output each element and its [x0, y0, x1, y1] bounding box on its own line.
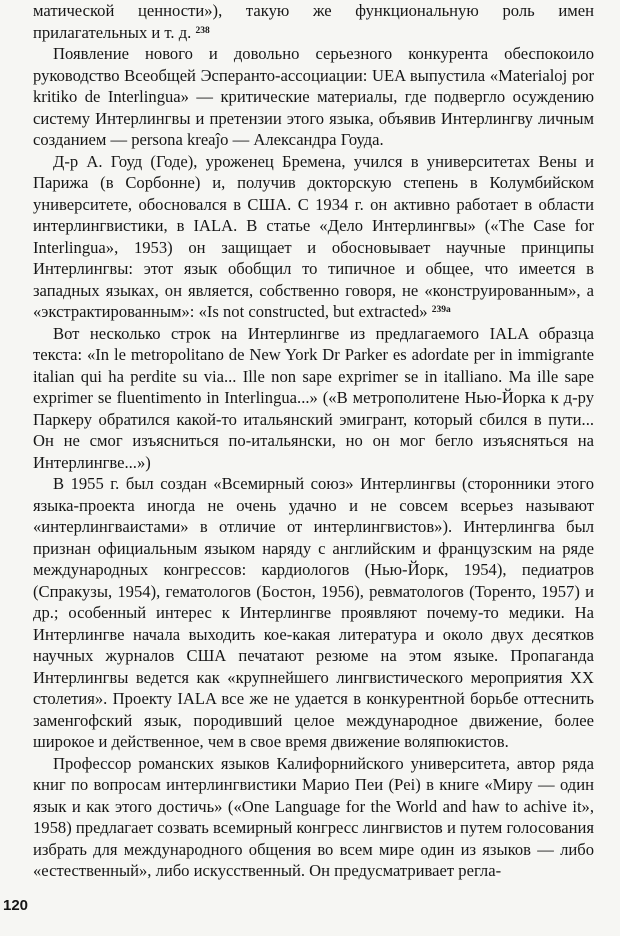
paragraph-uea-response: Появление нового и довольно серьезного конкурента обеспокоило руководство Всеобщей Эсперанто-ассоциации: UEA выпустила «Materialoj por kritiko de Interlingua» — критические материалы, где подвергло осуждению систему Интерлингвы и претензии этого языка, объявив Интерлингву личным созданием — persona kreaĵo — Александра Гоуда.: [33, 44, 594, 149]
footnote-ref-239a: 239a: [431, 305, 451, 315]
body-text: [33, 0, 594, 882]
page-number: 120: [3, 897, 29, 914]
paragraph-sample-text: Вот несколько строк на Интерлингве из предлагаемого IALA образца текста: «In le metropolitano de New York Dr Parker es adordate per in immigrante italian qui ha perdite su via... Ille non sape exprimer se in italliano. Ma ille sape exprimer se fluentimento in Interlingua...» («В метрополитене Нью-Йорка к д-ру Паркеру обратился какой-то итальянский эмигрант, который сбился в пути... Он не смог изъясниться по-итальянски, но он мог бегло изъясняться на Интерлингве...»): [33, 323, 594, 472]
paragraph-continued: матической ценности»), такую же функциональную роль имен прилагательных и т. д. $^{238}$: [33, 1, 594, 42]
paragraph-gode-bio: Д-р А. Гоуд (Годе), уроженец Бремена, учился в университетах Вены и Парижа (в Сорбонне) и, получив докторскую степень в Колумбийском университете, обосновался в США. С 1934 г. он активно работает в области интерлингвистики, в IALA. В статье «Дело Интерлингвы» («The Case for Interlingua», 1953) он защищает и обосновывает научные принципы Интерлингвы: этот язык обобщил то типичное и общее, что имеется в западных языках, он является, собственно говоря, не «конструированным», а «экстрактированным»: «Is not constructed, but extracted» $^{239a}$: [33, 151, 594, 321]
footnote-ref-238: 238: [195, 25, 210, 36]
paragraph-mario-pei: Профессор романских языков Калифорнийского университета, автор ряда книг по вопросам интерлингвистики Марио Пеи (Pei) в книге «Миру — один язык и как этого достичь» («One Language for the World and haw to achive it», 1958) предлагает созвать всемирный конгресс лингвистов и путем голосования избрать для международного общения во всем мире один из языков — либо «естественный», либо искусственный. Он предусматривает регла-: [33, 753, 594, 880]
paragraph-world-union: В 1955 г. был создан «Всемирный союз» Интерлингвы (сторонники этого языка-проекта иногда не очень удачно и не совсем всерьез называют «интерлингвaистами» в отличие от интерлингвистов»). Интерлингва был признан официальным языком наряду с английским и французским на ряде международных конгрессов: кардиологов (Нью-Йорк, 1954), педиатров (Спракузы, 1954), гематологов (Бостон, 1956), ревматологов (Торенто, 1957) и др.; особенный интерес к Интерлингве проявляют почему-то медики. На Интерлингве начала выходить кое-какая литература и около двух десятков научных журналов США печатают резюме на этом языке. Пропаганда Интерлингвы ведется как «крупнейшего лингвистического мероприятия XX столетия». Проекту IALA все же не удается в конкурентной борьбе оттеснить заменгофский язык, породивший целое международное движение, более широкое и действенное, чем в свое время движение воляпюкистов.: [33, 474, 594, 751]
